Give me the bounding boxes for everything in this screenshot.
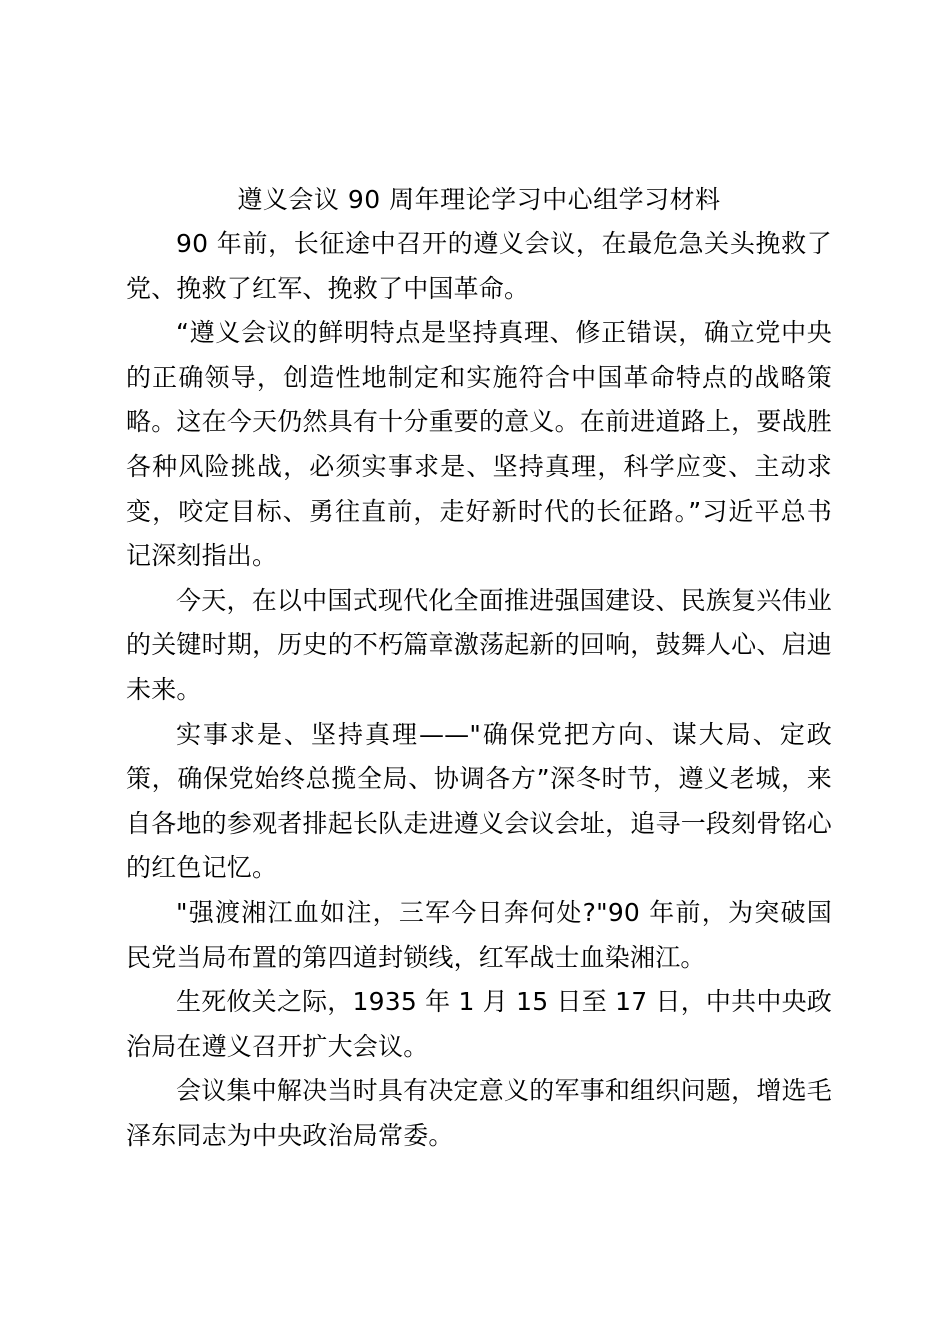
document-body [126,178,832,1158]
paragraph: 90 年前，长征途中召开的遵义会议，在最危急关头挽救了党、挽救了红军、挽救了中国革命。 [126,229,832,303]
paragraph: 实事求是、坚持真理——"确保党把方向、谋大局、定政策，确保党始终总揽全局、协调各方”深冬时节，遵义老城，来自各地的参观者排起长队走进遵义会议会址，追寻一段刻骨铭心的红色记忆。 [126,719,832,883]
document-title: 遵义会议 90 周年理论学习中心组学习材料 [237,185,721,214]
paragraph: 今天，在以中国式现代化全面推进强国建设、民族复兴伟业的关键时期，历史的不朽篇章激荡起新的回响，鼓舞人心、启迪未来。 [126,585,832,704]
paragraph: “遵义会议的鲜明特点是坚持真理、修正错误，确立党中央的正确领导，创造性地制定和实施符合中国革命特点的战略策略。这在今天仍然具有十分重要的意义。在前进道路上，要战胜各种风险挑战，必须实事求是、坚持真理，科学应变、主动求变，咬定目标、勇往直前，走好新时代的长征路。”习近平总书记深刻指出。 [126,318,832,571]
paragraph: 会议集中解决当时具有决定意义的军事和组织问题，增选毛泽东同志为中央政治局常委。 [126,1076,832,1150]
paragraph: 生死攸关之际，1935 年 1 月 15 日至 17 日，中共中央政治局在遵义召开扩大会议。 [126,987,832,1061]
paragraph: "强渡湘江血如注，三军今日奔何处?"90 年前，为突破国民党当局布置的第四道封锁线，红军战士血染湘江。 [126,897,832,972]
